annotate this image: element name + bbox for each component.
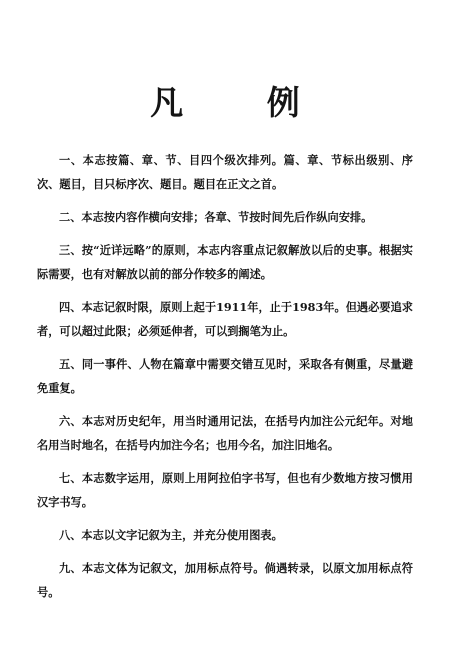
rule-item-9: 九、本志文体为记叙文，加用标点符号。倘遇转录，以原文加用标点符号。 bbox=[37, 561, 413, 599]
rule-item-1: 一、本志按篇、章、节、目四个级次排列。篇、章、节标出级别、序次、题目，目只标序次、题目。题目在正文之首。 bbox=[37, 153, 413, 191]
rule-item-8: 八、本志以文字记叙为主，并充分使用图表。 bbox=[59, 528, 283, 542]
rule-item-7: 七、本志数字运用，原则上用阿拉伯字书写，但也有少数地方按习惯用汉字书写。 bbox=[37, 471, 413, 509]
rule-item-5: 五、同一事件、人物在篇章中需要交错互见时，采取各有侧重，尽量避免重复。 bbox=[37, 357, 413, 395]
rules-list bbox=[37, 148, 413, 613]
page-title: 凡 例 bbox=[150, 83, 336, 122]
rule-item-4: 四、本志记叙时限，原则上起于1911年，止于1983年。但遇必要追求者，可以超过此限；必须延伸者，可以到搁笔为止。 bbox=[37, 300, 413, 338]
rule-item-3: 三、按“近详远略”的原则，本志内容重点记叙解放以后的史事。根据实际需要，也有对解放以前的部分作较多的阐述。 bbox=[37, 243, 413, 281]
rule-item-6: 六、本志对历史纪年，用当时通用记法，在括号内加注公元纪年。对地名用当时地名，在括号内加注今名；也用今名，加注旧地名。 bbox=[37, 414, 413, 452]
rule-item-2: 二、本志按内容作横向安排；各章、节按时间先后作纵向安排。 bbox=[59, 210, 373, 224]
